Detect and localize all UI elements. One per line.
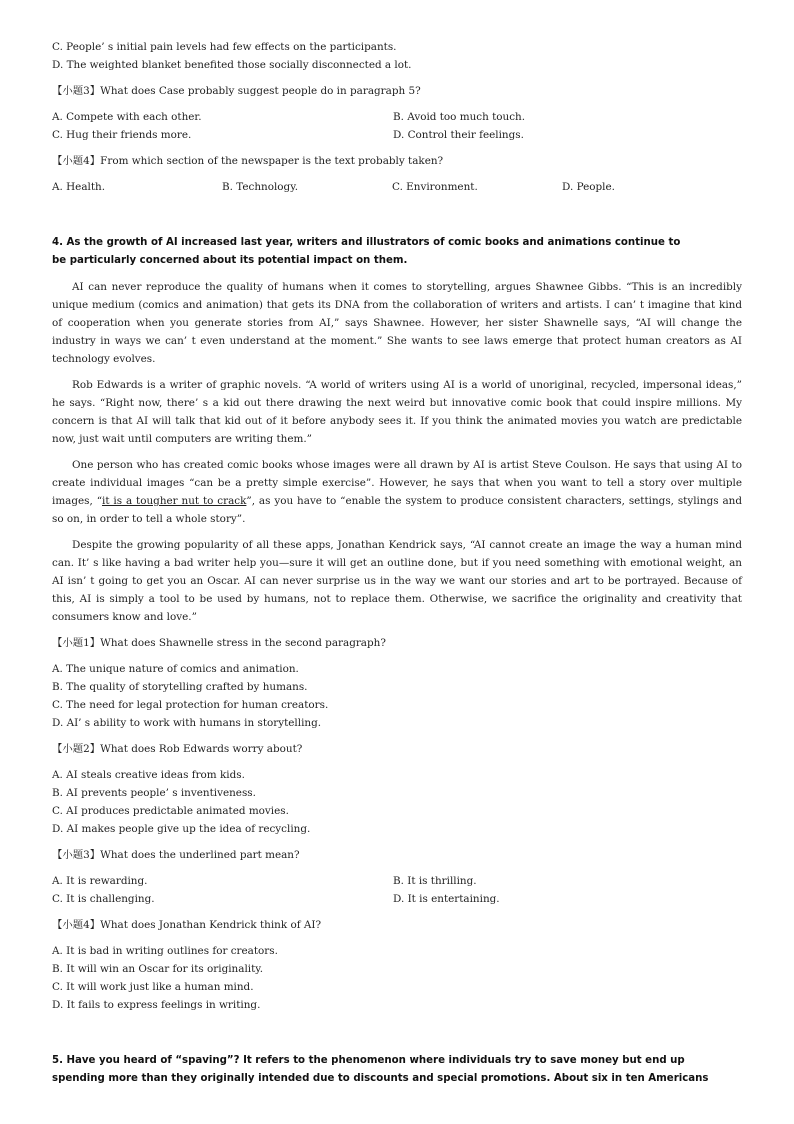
- question-3-prev: 【小题3】What does Case probably suggest people do in paragraph 5?: [52, 85, 421, 97]
- option-b: B. The quality of storytelling crafted by humans.: [52, 681, 308, 693]
- question-1: 【小题1】What does Shawnelle stress in the second paragraph?: [52, 637, 386, 649]
- option-b: B. It will win an Oscar for its originality.: [52, 963, 264, 975]
- question-4-prev: 【小题4】From which section of the newspaper is the text probably taken?: [52, 155, 444, 167]
- option-d: D. AI’ s ability to work with humans in storytelling.: [52, 717, 322, 729]
- passage-5-heading-line-1: 5. Have you heard of “spaving”? It refers to the phenomenon where individuals try to save money but end up: [52, 1055, 685, 1066]
- passage-5-heading-line-2: spending more than they originally intended due to discounts and special promotions. About six in ten Americans: [52, 1073, 709, 1084]
- option-b: B. Avoid too much touch.: [393, 111, 526, 123]
- option-c: C. Hug their friends more.: [52, 129, 192, 141]
- passage-5-heading: [52, 1052, 742, 1088]
- paragraph-3-text-after: ”, as you have to “enable the system to produce consistent characters, settings, stylings and so on, in order to tell a whole story”.: [52, 495, 742, 525]
- question-4: 【小题4】What does Jonathan Kendrick think of AI?: [52, 919, 322, 931]
- passage-4-heading-line-1: 4. As the growth of AI increased last year, writers and illustrators of comic books and animations continue to: [52, 237, 681, 248]
- passage-4-paragraph-4: Despite the growing popularity of all these apps, Jonathan Kendrick says, “AI cannot create an image the way a human mind can. It’ s like having a bad writer help you—sure it will get an outline done, but if you need something with emotional weight, an AI isn’ t going to get you an Oscar. AI can never surprise us in the way we want our stories and art to be portrayed. Because of this, AI is simply a tool to be used by humans, not to replace them. Otherwise, we sacrifice the originality and creativity that consumers know and love.”: [52, 539, 742, 623]
- option-d: D. Control their feelings.: [393, 129, 524, 141]
- option-a: A. Health.: [52, 181, 106, 193]
- option-a: A. It is bad in writing outlines for creators.: [52, 945, 278, 957]
- option-d: D. AI makes people give up the idea of recycling.: [52, 823, 311, 835]
- passage-4-paragraph-2: Rob Edwards is a writer of graphic novels. “A world of writers using AI is a world of unoriginal, recycled, impersonal ideas,” he says. “Right now, there’ s a kid out there drawing the next weird but innovative comic book that could inspire millions. My concern is that AI will talk that kid out of it before anybody sees it. If you think the animated movies you watch are predictable now, just wait until computers are writing them.”: [52, 379, 742, 445]
- option-c: C. Environment.: [392, 181, 478, 193]
- option-b: B. It is thrilling.: [393, 875, 477, 887]
- option-c: C. It will work just like a human mind.: [52, 981, 254, 993]
- question-3: 【小题3】What does the underlined part mean?: [52, 849, 300, 861]
- passage-4-paragraph-1: AI can never reproduce the quality of humans when it comes to storytelling, argues Shawnee Gibbs. “This is an incredibly unique medium (comics and animation) that gets its DNA from the collaboration of writers and artists. I can’ t imagine that kind of cooperation when you generate stories from AI,” says Shawnee. However, her sister Shawnelle says, “AI will change the industry in ways we can’ t even understand at the moment.” She wants to see laws emerge that protect human creators as AI technology evolves.: [52, 281, 742, 365]
- options-q3-prev: [52, 108, 742, 144]
- option-c: C. The need for legal protection for human creators.: [52, 699, 329, 711]
- options-q3: [52, 872, 742, 908]
- option-a: A. The unique nature of comics and animation.: [52, 663, 299, 675]
- option-c: C. It is challenging.: [52, 893, 155, 905]
- option-d: D. People.: [562, 181, 615, 193]
- underlined-phrase: it is a tougher nut to crack: [102, 495, 247, 507]
- question-2: 【小题2】What does Rob Edwards worry about?: [52, 743, 303, 755]
- options-q4-prev: [52, 178, 742, 196]
- option-d: D. It is entertaining.: [393, 893, 500, 905]
- option-d: D. It fails to express feelings in writing.: [52, 999, 261, 1011]
- option-d: D. The weighted blanket benefited those socially disconnected a lot.: [52, 59, 412, 71]
- exam-page: [52, 38, 742, 1088]
- option-b: B. AI prevents people’ s inventiveness.: [52, 787, 256, 799]
- option-b: B. Technology.: [222, 181, 298, 193]
- passage-4-heading-line-2: be particularly concerned about its potential impact on them.: [52, 255, 408, 266]
- option-c: C. AI produces predictable animated movies.: [52, 805, 289, 817]
- passage-4-paragraph-3: [52, 456, 742, 528]
- passage-4-heading: [52, 234, 742, 270]
- option-a: A. Compete with each other.: [52, 111, 202, 123]
- option-a: A. AI steals creative ideas from kids.: [52, 769, 245, 781]
- paragraph-3-text-before: One person who has created comic books whose images were all drawn by AI is artist Steve Coulson. He says that using AI to create individual images “can be a pretty simple exercise”. However, he says that when you want to tell a story over multiple images, “: [52, 459, 742, 507]
- option-c: C. People’ s initial pain levels had few effects on the participants.: [52, 41, 397, 53]
- option-a: A. It is rewarding.: [52, 875, 148, 887]
